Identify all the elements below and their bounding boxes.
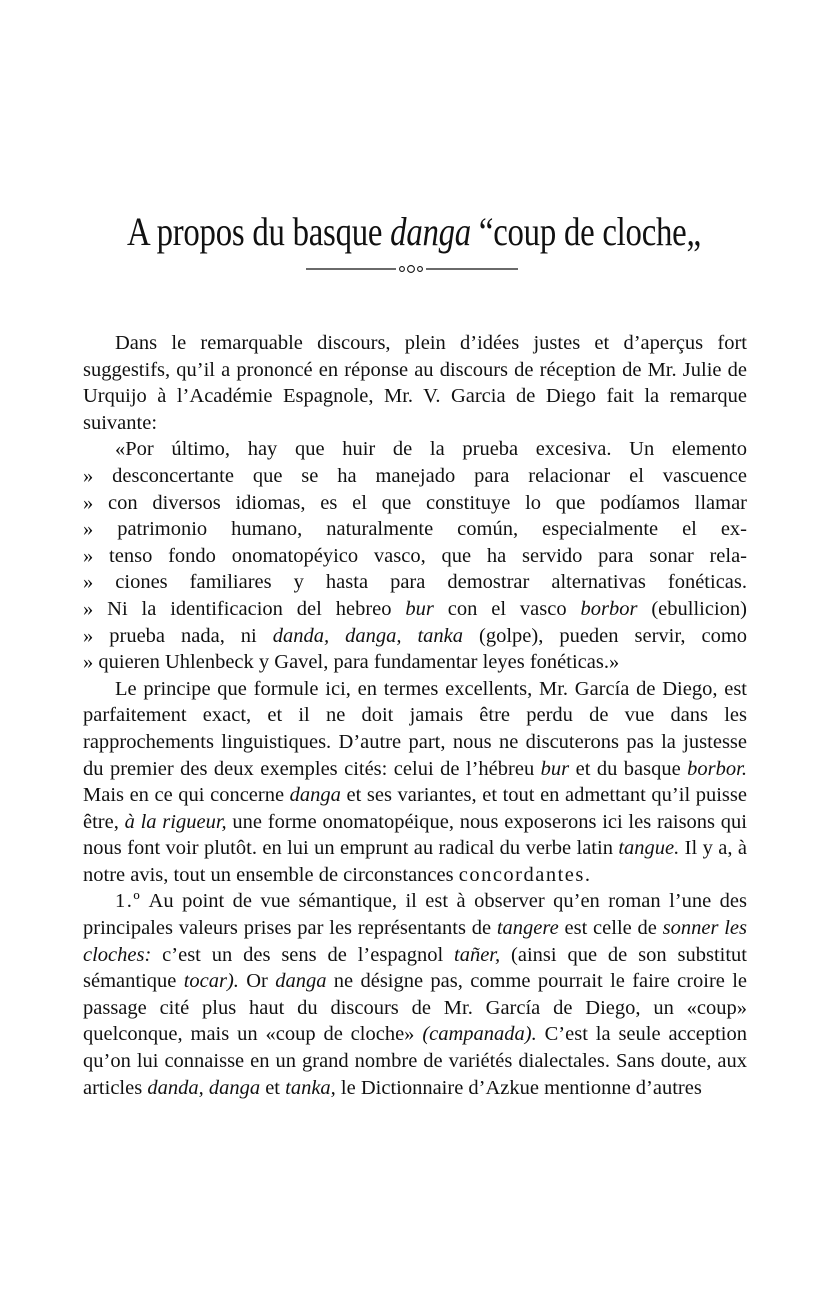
- italic-term: danga: [275, 970, 327, 993]
- text-run: Le principe que formule ici, en termes excellents, Mr. García de Diego, est parfaitement exact, et il ne doit jamais être perdu de vue dans les rapprochements linguistiques. D’autre part, nous ne discuterons pas la justesse du premier des deux exemples cités: celui de l’hébreu: [83, 677, 747, 780]
- italic-term: tocar).: [183, 970, 239, 993]
- quote-word-borbor: borbor: [580, 597, 638, 620]
- title-text: [127, 208, 701, 255]
- paragraph-2: [83, 676, 747, 889]
- text-run: et du basque: [569, 757, 688, 780]
- text-run: Or: [238, 970, 276, 993]
- title-prefix: A propos du basque: [127, 209, 383, 254]
- quote-text: » Ni la identificacion del hebreo: [83, 597, 406, 620]
- quote-line: » tenso fondo onomatopéyico vasco, que ha servido para sonar rela-: [83, 544, 747, 567]
- text-run: ne désigne pas, comme pourrait le faire croire le passage cité plus haut du discours de Mr. García de Diego, un «coup» quelconque, mais un «coup de cloche»: [83, 970, 747, 1046]
- quote-line: «Por último, hay que huir de la prueba excesiva. Un elemento: [115, 438, 747, 461]
- quote-line: [83, 623, 747, 650]
- italic-term: tanka,: [285, 1076, 336, 1099]
- italic-term: tañer,: [454, 943, 501, 966]
- quote-line: [83, 596, 747, 623]
- italic-term: sonner les cloches:: [83, 917, 748, 966]
- quote-line: » ciones familiares y hasta para demostrar alternativas fonéticas.: [83, 571, 747, 594]
- spanish-quote: [83, 436, 747, 675]
- italic-term: bur: [540, 757, 570, 780]
- italic-term: à la rigueur,: [124, 810, 227, 833]
- paragraph-3: [83, 888, 747, 1101]
- text-run: C’est la seule acception qu’on lui connaisse en un grand nombre de variétés dialectales. Sans doute, aux articles: [83, 1023, 747, 1099]
- italic-term: danda, danga: [147, 1076, 261, 1099]
- title-ornament-divider: [306, 262, 518, 276]
- text-run: est celle de: [558, 917, 663, 940]
- italic-term: tangere: [496, 917, 559, 940]
- quote-text: con el vasco: [433, 597, 581, 620]
- quote-line: » patrimonio humano, naturalmente común, especialmente el ex-: [83, 518, 747, 541]
- title-word: danga: [390, 209, 472, 254]
- quote-text: (ebullicion): [637, 597, 747, 620]
- text-run: et ses variantes, et tout en admettant qu’il puisse être,: [83, 784, 747, 833]
- text-run: une forme onomatopéique, nous exposerons ici les raisons qui nous font voir plutôt. en lui un emprunt au radical du verbe latin: [83, 810, 747, 860]
- page-title: [0, 208, 828, 255]
- quote-text: » prueba nada, ni: [83, 624, 273, 647]
- italic-term: tangue.: [618, 837, 680, 860]
- body-text: [83, 330, 747, 1101]
- text-run: Il y a, à notre avis, tout un ensemble de circonstances: [83, 837, 747, 886]
- text-run: Au point de vue sémantique, il est à observer qu’en roman l’une des principales valeurs prises par les représentants de: [83, 890, 747, 940]
- text-run: le Dictionnaire d’Azkue mentionne d’autres: [335, 1076, 702, 1099]
- quote-word-bur: bur: [405, 597, 434, 620]
- text-run: c’est un des sens de l’espagnol: [151, 943, 455, 966]
- section-number: 1.º: [115, 890, 142, 913]
- quote-line: » quieren Uhlenbeck y Gavel, para fundamentar leyes fonéticas.»: [83, 651, 620, 674]
- text-run: Mais en ce qui concerne: [83, 784, 290, 807]
- paragraph-1: Dans le remarquable discours, plein d’idées justes et d’aperçus fort suggestifs, qu’il a prononcé en réponse au discours de réception de Mr. Julie de Urquijo à l’Académie Espagnole, Mr. V. Garcia de Diego fait la remarque suivante:: [83, 332, 747, 434]
- quote-words-danda: danda, danga, tanka: [272, 624, 464, 647]
- italic-term: danga: [289, 784, 341, 807]
- quote-line: » desconcertante que se ha manejado para relacionar el vascuence: [83, 464, 747, 487]
- text-run: et: [260, 1076, 286, 1099]
- title-suffix: “coup de cloche„: [479, 209, 701, 254]
- quote-text: (golpe), pueden servir, como: [463, 624, 748, 647]
- italic-term: (campanada).: [422, 1023, 537, 1046]
- quote-line: » con diversos idiomas, es el que constituye lo que podíamos llamar: [83, 491, 747, 514]
- text-run: (ainsi que de son substitut sémantique: [83, 943, 747, 993]
- italic-term: borbor.: [687, 757, 747, 780]
- text-run: concordantes.: [458, 863, 592, 886]
